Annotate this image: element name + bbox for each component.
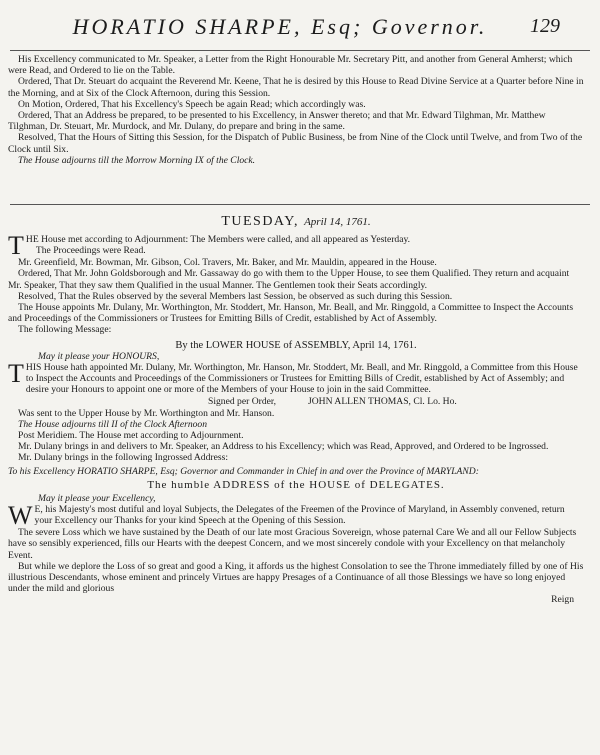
message-body: [8, 359, 584, 396]
paragraph: Was sent to the Upper House by Mr. Worthington and Mr. Hanson.: [18, 407, 275, 419]
paragraph: His Excellency communicated to Mr. Speaker, a Letter from the Right Honourable Mr. Secretary Pitt, and another from General Amherst; which were Read, and Ordered to lie on the Table.: [8, 54, 573, 77]
page-number: 129: [530, 15, 560, 37]
address-salutation: May it please your Excellency,: [38, 493, 156, 505]
drop-cap: T: [8, 231, 24, 261]
section-rule: [10, 204, 590, 205]
message-text: HIS House hath appointed Mr. Dulany, Mr. Worthington, Mr. Hanson, Mr. Stoddert, Mr. Beall, and Mr. Ringgold, a Committee from this House to Inspect the Accounts and Proceedings of the Commissioners or Trustees for Emitting Bills of Credit, established by Act of Assembly; and desire your Honours to appoint one or more of the Members of your House to join in the said Committee.: [25, 362, 578, 396]
header-rule: [10, 50, 590, 51]
adjournment-note: The House adjourns till the Morrow Morning IX of the Clock.: [18, 154, 256, 166]
paragraph: Resolved, That the Hours of Sitting this Session, for the Dispatch of Public Business, be from Nine of the Clock until Twelve, and from Two of the Clock until Six.: [8, 132, 583, 155]
day-date: April 14, 1761.: [304, 216, 371, 228]
paragraph: Mr. Greenfield, Mr. Bowman, Mr. Gibson, Col. Travers, Mr. Baker, and Mr. Mauldin, appeared in the House.: [18, 257, 437, 269]
day-name: TUESDAY,: [221, 214, 300, 229]
paragraph: The House appoints Mr. Dulany, Mr. Worthington, Mr. Stoddert, Mr. Hanson, Mr. Beall, and Mr. Ringgold, a Committee to Inspect the Accounts and Proceedings of the Commissioners or Trustees for Emitting Bills of Credit, established by Act of Assembly.: [8, 302, 574, 325]
paragraph: On Motion, Ordered, That his Excellency's Speech be again Read; which accordingly was.: [18, 98, 366, 110]
address-opening: [8, 501, 584, 531]
page-header: [0, 14, 600, 48]
message-heading: By the LOWER HOUSE of ASSEMBLY, April 14, 1761.: [175, 339, 417, 351]
signed-name: JOHN ALLEN THOMAS, Cl. Lo. Ho.: [308, 395, 457, 407]
paragraph: The following Message:: [18, 324, 112, 336]
adjournment-note: The House adjourns till II of the Clock Afternoon: [18, 418, 208, 430]
message-salutation: May it please your HONOURS,: [38, 350, 160, 362]
top-section: [8, 54, 584, 166]
paragraph: Ordered, That an Address be prepared, to be presented to his Excellency, in Answer thereto; and that Mr. Edward Tilghman, Mr. Matthew Tilghman, Dr. Steuart, Mr. Murdock, and Mr. Dulany, do prepare and bring in the same.: [8, 110, 546, 133]
running-title: HORATIO SHARPE, Esq; Governor.: [72, 14, 488, 39]
address-title: The humble ADDRESS of the HOUSE of DELEGATES.: [147, 478, 445, 491]
day-heading: [8, 216, 584, 228]
paragraph: Post Meridiem. The House met according to Adjournment.: [18, 430, 244, 442]
paragraph: But while we deplore the Loss of so great and good a King, it affords us the highest Consolation to see the Throne immediately filled by one of His illustrious Descendants, whose eminent and princely Virtues are happy Presages of a Continuance of all those Blessings we have so long enjoyed under the mild and glorious: [8, 560, 584, 595]
signed-label: Signed per Order,: [208, 395, 277, 407]
address-recipient: To his Excellency HORATIO SHARPE, Esq; Governor and Commander in Chief in and over the Province of MARYLAND:: [8, 465, 479, 477]
drop-cap: W: [8, 501, 33, 531]
drop-cap: T: [8, 359, 24, 389]
paragraph: Resolved, That the Rules observed by the several Members last Session, be observed as such during this Session.: [18, 290, 453, 302]
paragraph: The severe Loss which we have sustained by the Death of our late most Gracious Sovereign, whose paternal Care We and all our Fellow Subjects have so sensibly experienced, fills our Hearts with the deepest Concern, and we most sincerely condole with your Excellency on that melancholy Event.: [8, 527, 577, 561]
day-section: [8, 216, 584, 606]
signature-line: [8, 396, 584, 408]
paragraph: Ordered, That Dr. Steuart do acquaint the Reverend Mr. Keene, That he is desired by this House to Read Divine Service at a Quarter before Nine in the Morning, and at Six of the Clock Afternoon, during this Session.: [8, 76, 584, 99]
paragraph: Mr. Dulany brings in and delivers to Mr. Speaker, an Address to his Excellency; which was Read, Approved, and Ordered to be Ingrossed.: [18, 441, 549, 453]
opening-text: HE House met according to Adjournment: The Members were called, and all appeared as Yesterday.: [25, 234, 411, 246]
paragraph: The Proceedings were Read.: [35, 245, 146, 257]
catchword: Reign: [551, 594, 574, 606]
address-opening-text: E, his Majesty's most dutiful and loyal Subjects, the Delegates of the Freemen of the Province of Maryland, in Assembly convened, return your Excellency our Thanks for your kind Speech at the Opening of this Session.: [34, 504, 565, 527]
paragraph: Mr. Dulany brings in the following Ingrossed Address:: [18, 452, 228, 464]
paragraph: Ordered, That Mr. John Goldsborough and Mr. Gassaway do go with them to the Upper House, to see them Qualified. They return and acquaint Mr. Speaker, That they saw them Qualified in the usual Manner. The Gentlemen took their Seats accordingly.: [8, 268, 570, 291]
